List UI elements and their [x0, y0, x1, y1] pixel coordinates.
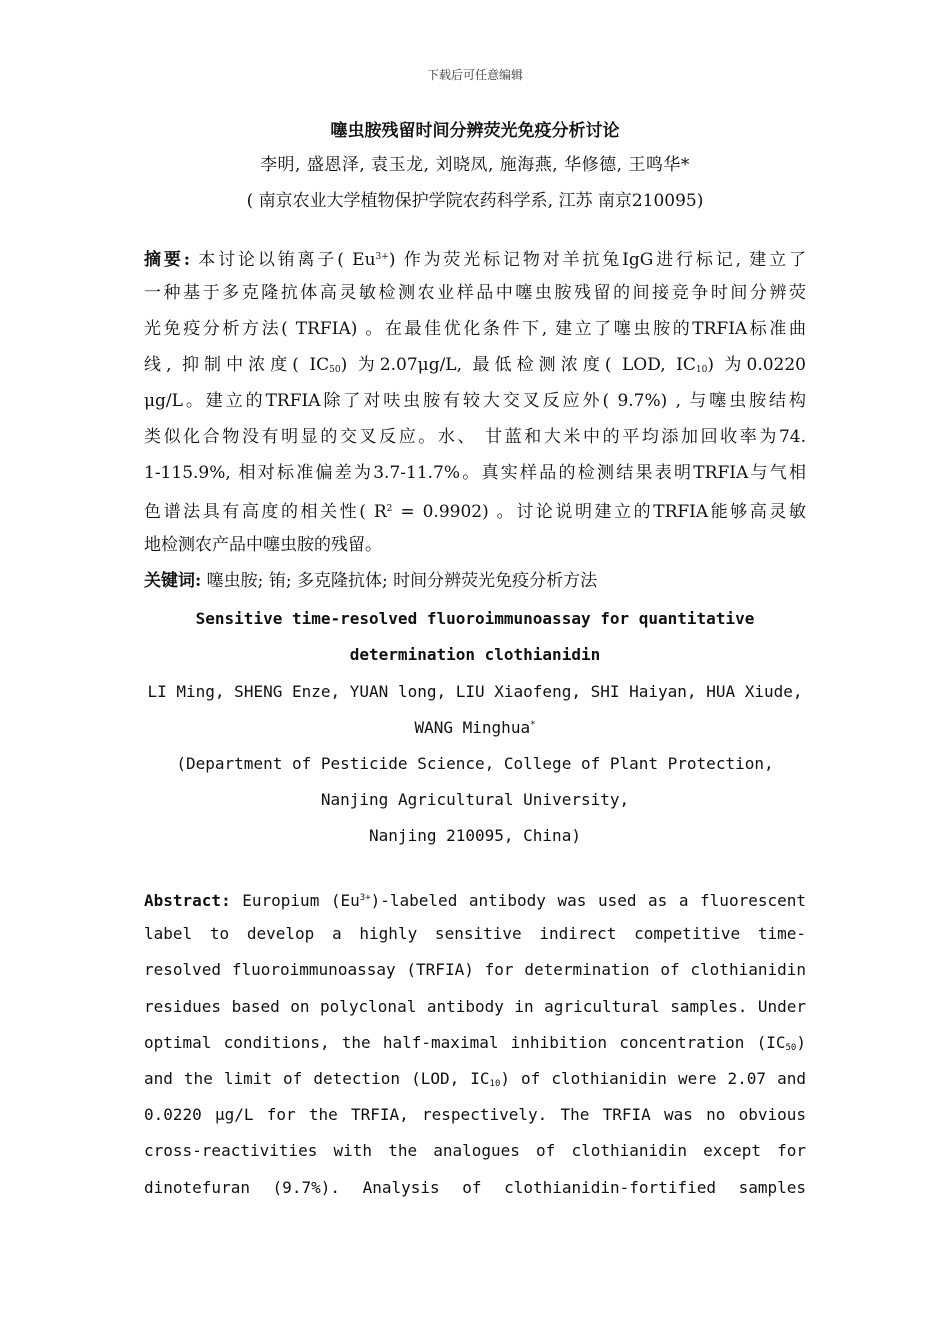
abstract-cn-text: 线, 抑制中浓度( IC: [144, 355, 330, 375]
abstract-cn-line: μg/L。建立的TRFIA除了对呋虫胺有较大交叉反应外( 9.7%) , 与噻虫胺结构: [144, 391, 806, 411]
abstract-en-line: residues based on polyclonal antibody in agricultural samples. Under: [144, 996, 806, 1016]
subscript: 50: [329, 365, 341, 375]
abstract-cn-text: 色谱法具有高度的相关性( R: [144, 502, 387, 522]
affiliation-en-line3: Nanjing 210095, China): [369, 826, 581, 845]
abstract-en-text: ) of clothianidin were 2.07 and: [500, 1068, 806, 1088]
header-note: 下载后可任意编辑: [426, 68, 523, 82]
keywords-cn-text: 噻虫胺; 铕; 多克隆抗体; 时间分辨荧光免疫分析方法: [201, 571, 598, 591]
abstract-en-line: 0.0220 μg/L for the TRFIA, respectively. The TRFIA was no obvious: [144, 1105, 806, 1125]
abstract-en-line: [144, 1025, 806, 1061]
abstract-cn-text: ) 作为荧光标记物对羊抗兔IgG进行标记, 建立了: [388, 250, 806, 270]
abstract-en-line: resolved fluoroimmunoassay (TRFIA) for determination of clothianidin: [144, 960, 806, 980]
subscript: 50: [785, 1042, 797, 1053]
abstract-en-line: label to develop a highly sensitive indirect competitive time-: [144, 924, 806, 944]
affiliation-en-line1: (Department of Pesticide Science, College of Plant Protection,: [176, 754, 774, 773]
authors-en-line2: [0, 718, 950, 737]
superscript: *: [530, 720, 536, 730]
superscript: 3+: [375, 252, 389, 262]
subscript: 10: [489, 1078, 501, 1089]
abstract-en-line: [144, 880, 806, 916]
subscript: 10: [695, 365, 708, 375]
abstract-cn-line: 光免疫分析方法( TRFIA) 。在最佳优化条件下, 建立了噻虫胺的TRFIA标准曲: [144, 319, 806, 339]
abstract-en-line: [144, 1061, 806, 1097]
abstract-en-line: cross-reactivities with the analogues of clothianidin except for: [144, 1141, 806, 1161]
abstract-en-text: )-labeled antibody was used as a fluorescent: [370, 891, 806, 910]
affiliation-cn: ( 南京农业大学植物保护学院农药科学系, 江苏 南京210095): [246, 191, 704, 211]
abstract-cn: [144, 239, 806, 599]
paper-title-en-line1: Sensitive time-resolved fluoroimmunoassay for quantitative: [195, 609, 755, 628]
abstract-en-text: Europium (Eu: [230, 891, 360, 910]
affiliation-en-line2: Nanjing Agricultural University,: [320, 790, 630, 809]
abstract-cn-label: 摘要:: [144, 250, 190, 270]
superscript: 3+: [359, 893, 371, 903]
abstract-cn-line: 一种基于多克隆抗体高灵敏检测农业样品中噻虫胺残留的间接竞争时间分辨荧: [144, 283, 806, 303]
abstract-cn-text: 本讨论以铕离子( Eu: [190, 250, 376, 270]
abstract-cn-line: [144, 491, 806, 527]
superscript: 2: [386, 504, 393, 514]
abstract-cn-line: 1-115.9%, 相对标准偏差为3.7-11.7%。真实样品的检测结果表明TRFIA与气相: [144, 463, 806, 483]
paper-title-cn: 噻虫胺残留时间分辨荧光免疫分析讨论: [330, 121, 620, 141]
abstract-en: [144, 880, 806, 1206]
authors-en-line1: LI Ming, SHENG Enze, YUAN long, LIU Xiaofeng, SHI Haiyan, HUA Xiude,: [147, 682, 803, 701]
abstract-cn-text: ) 为0.0220: [707, 355, 806, 375]
authors-cn: 李明, 盛恩泽, 袁玉龙, 刘晓凤, 施海燕, 华修德, 王鸣华*: [260, 155, 690, 175]
abstract-en-text: and the limit of detection (LOD, IC: [144, 1068, 490, 1088]
abstract-en-text: ): [796, 1032, 806, 1052]
abstract-cn-text: = 0.9902) 。讨论说明建立的TRFIA能够高灵敏: [392, 502, 807, 522]
abstract-cn-line: 类似化合物没有明显的交叉反应。水、 甘蓝和大米中的平均添加回收率为74.: [144, 427, 806, 447]
abstract-cn-line: 地检测农产品中噻虫胺的残留。: [144, 535, 382, 555]
abstract-en-label: Abstract:: [144, 891, 231, 910]
keywords-cn-label: 关键词:: [144, 571, 202, 591]
abstract-en-line: dinotefuran (9.7%). Analysis of clothianidin-fortified samples: [144, 1177, 806, 1197]
paper-title-en-line2: determination clothianidin: [349, 645, 601, 664]
keywords-cn: [144, 563, 806, 599]
abstract-cn-line: [144, 347, 806, 383]
abstract-cn-line: [144, 239, 806, 275]
abstract-cn-text: ) 为2.07μg/L, 最低检测浓度( LOD, IC: [340, 355, 696, 375]
authors-en-text: WANG Minghua: [414, 718, 531, 737]
abstract-en-text: optimal conditions, the half-maximal inhibition concentration (IC: [144, 1032, 786, 1052]
